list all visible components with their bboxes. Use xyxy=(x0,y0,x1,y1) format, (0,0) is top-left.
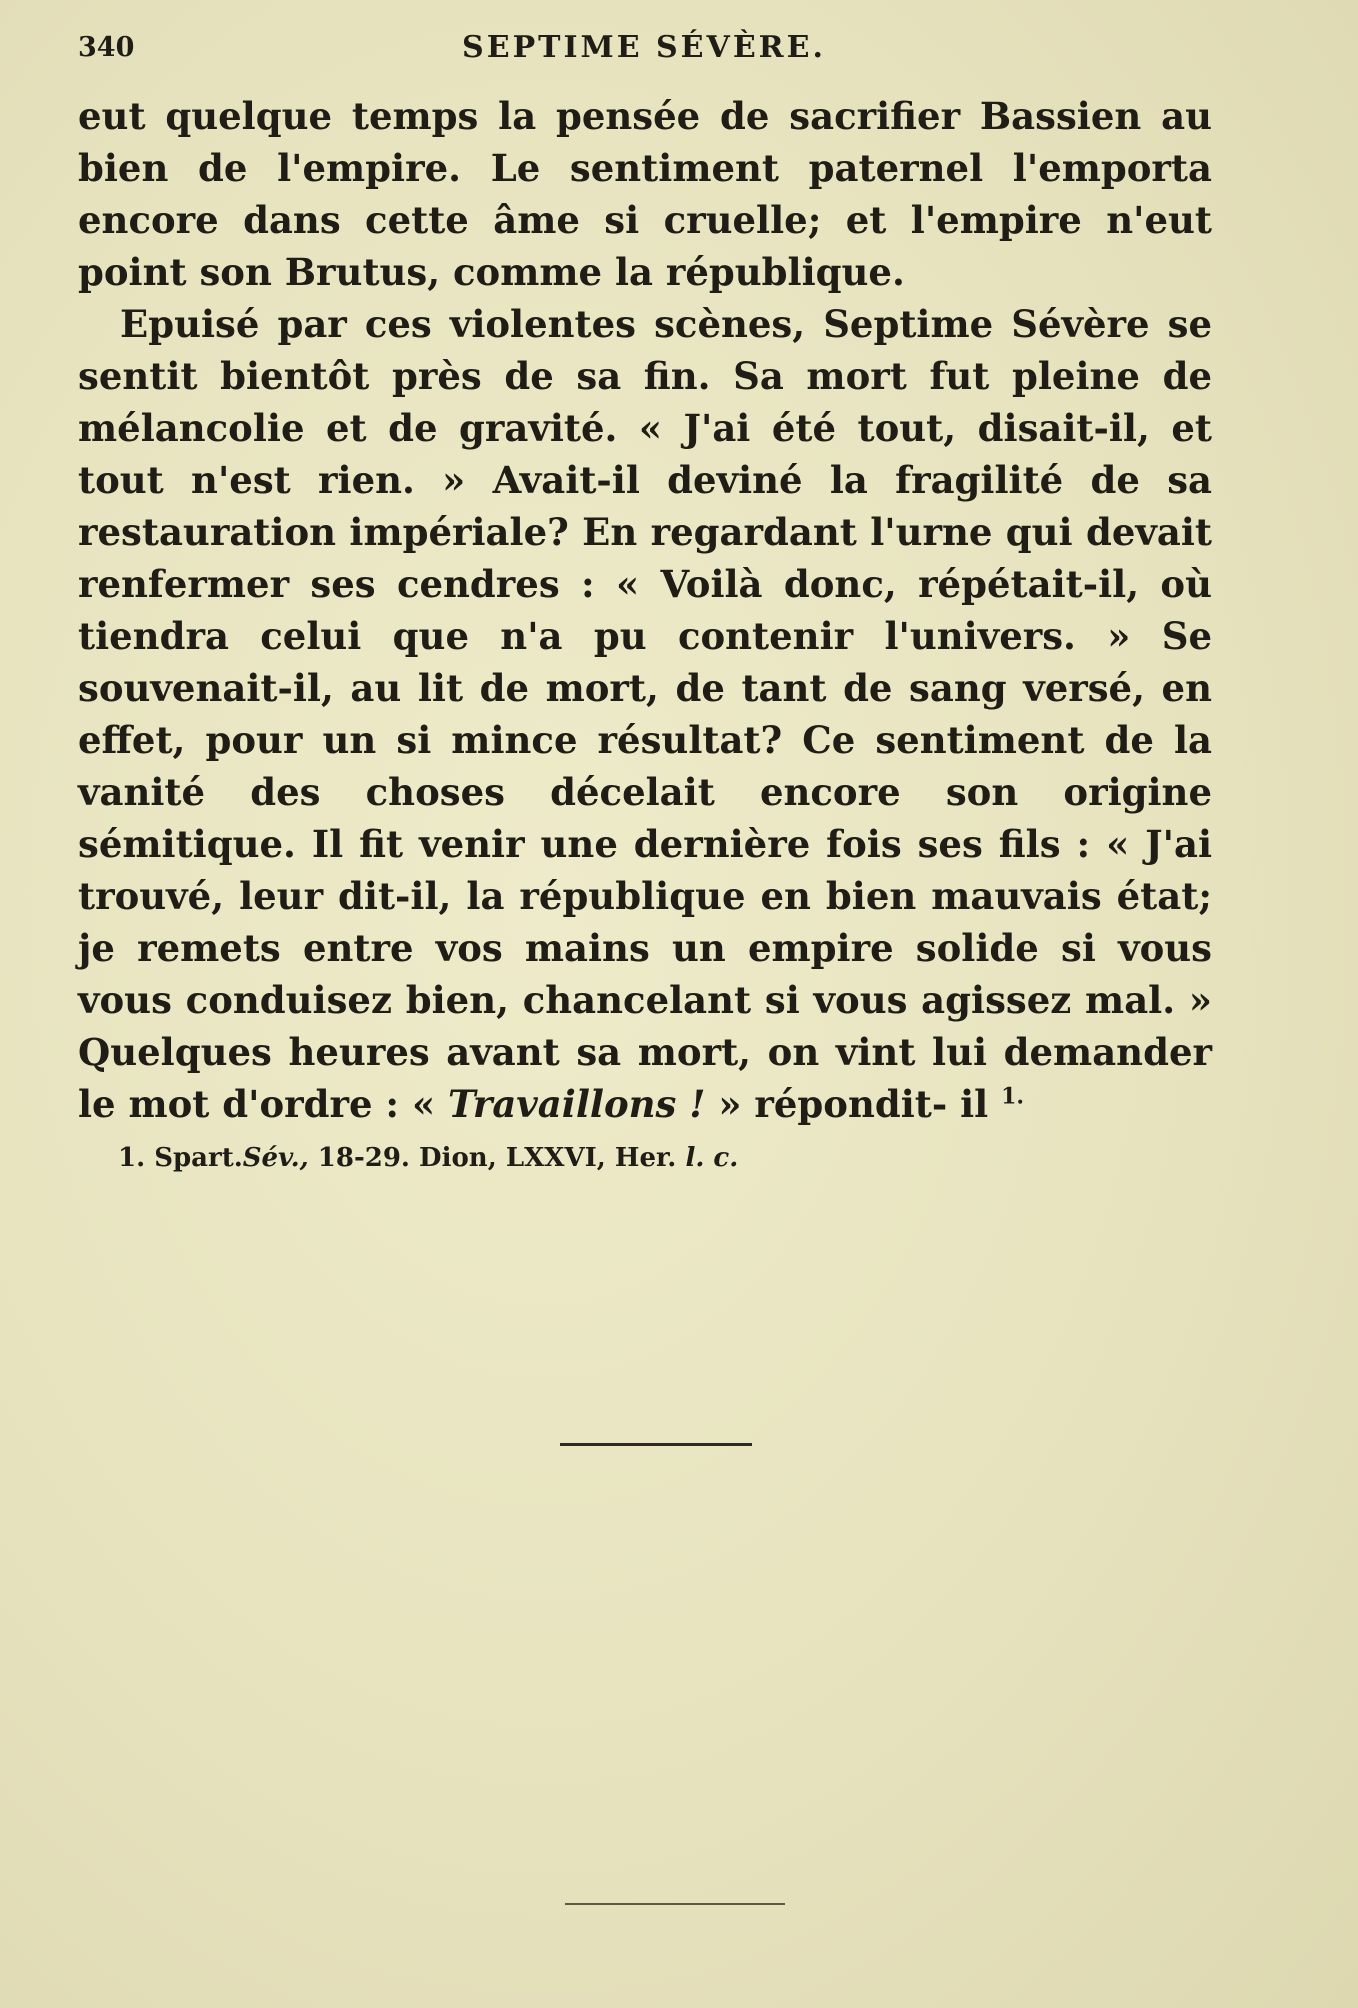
footnote-work: Sév., xyxy=(242,1143,309,1173)
body-text xyxy=(78,90,1212,1130)
page-number: 340 xyxy=(78,32,135,63)
footnote-author: Spart. xyxy=(154,1143,243,1173)
paragraph-2 xyxy=(78,298,1212,1130)
bottom-ornament-rule xyxy=(565,1903,785,1905)
footnote-her: Her. xyxy=(614,1143,677,1173)
running-title: SEPTIME SÉVÈRE. xyxy=(462,30,826,65)
paragraph-2-main: Epuisé par ces violentes scènes, Septime Sévère se sentit bientôt près de sa fin. Sa mort fut pleine de mélancolie et de gravité. « J'ai été tout, disait-il, et tout n'est rien. » Avait-il deviné la fragilité de sa restauration impériale? En regardant l'urne qui devait renfermer ses cendres : « Voilà donc, répétait-il, où tiendra celui que n'a pu contenir l'univers. » Se souvenait-il, au lit de mort, de tant de sang versé, en effet, pour un si mince résultat? Ce sentiment de la vanité des choses décelait encore son origine sémitique. Il fit venir une dernière fois ses fils : « J'ai trouvé, leur dit-il, la république en bien mauvais état; je remets entre vos mains un empire solide si vous vous conduisez bien, chancelant si vous agissez mal. » Quelques heures avant sa mort, on vint lui demander le mot d'ordre : « xyxy=(78,302,1212,1126)
footnote-marker: 1. xyxy=(118,1143,146,1173)
footnote-ref: 18-29. Dion, xyxy=(317,1143,497,1173)
paragraph-2-italic: Travaillons ! xyxy=(448,1082,706,1126)
section-end-rule xyxy=(560,1443,752,1446)
paragraph-1: eut quelque temps la pensée de sacrifier Bassien au bien de l'empire. Le sentiment paternel l'emporta encore dans cette âme si cruelle; et l'empire n'eut point son Brutus, comme la république. xyxy=(78,94,1212,294)
footnote-loc: l. c. xyxy=(685,1143,739,1173)
page-header xyxy=(78,26,1210,74)
footnote-reference: 1. xyxy=(1001,1083,1025,1110)
paragraph-2-end: » répondit- il xyxy=(718,1082,989,1126)
footnote-book: LXXVI, xyxy=(505,1143,606,1173)
footnote xyxy=(118,1140,1118,1176)
